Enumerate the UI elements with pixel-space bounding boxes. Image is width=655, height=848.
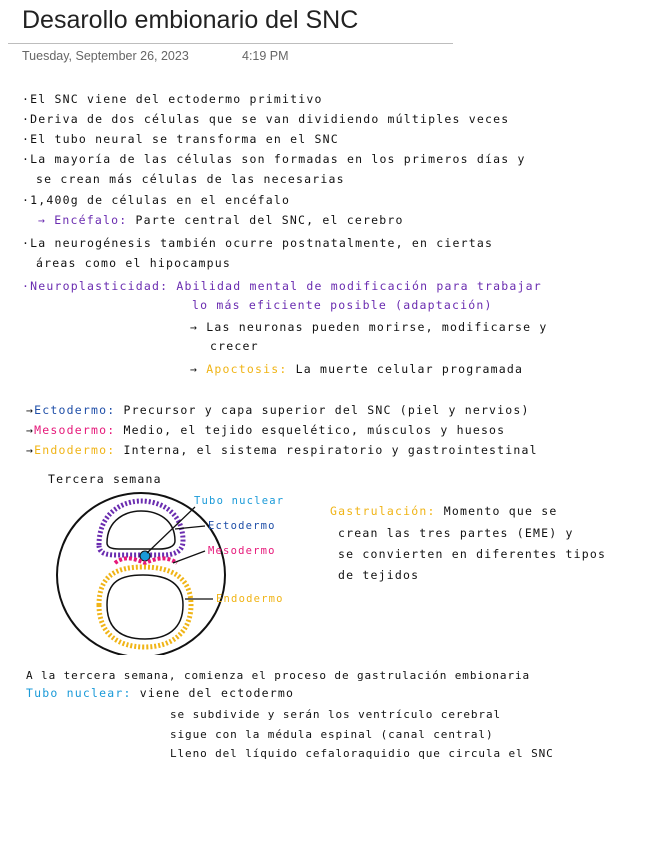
neuronas-line: → Las neuronas pueden morirse, modificarse y [190, 320, 548, 334]
encefalo-text: Parte central del SNC, el cerebro [135, 213, 404, 227]
bullet-4: ·La mayoría de las células son formadas en los primeros días y [22, 152, 526, 166]
endoderm-inner [107, 575, 183, 639]
bullet-2: ·Deriva de dos células que se van dividiendo múltiples veces [22, 112, 510, 126]
neuronas-line-cont: crecer [210, 339, 259, 353]
neuroplasticidad-def: Abilidad mental de modificación para trabajar [176, 279, 542, 293]
ectoderm-inner [107, 511, 175, 549]
footer-line-1: A la tercera semana, comienza el proceso de gastrulación embionaria [26, 669, 531, 682]
neuroplasticidad-line [22, 279, 542, 293]
bullet-5: ·1,400g de células en el encéfalo [22, 193, 291, 207]
label-mesodermo: Mesodermo [208, 545, 276, 557]
layer-ectodermo-term: Ectodermo: [34, 403, 116, 417]
apoptosis-arrow: → [190, 362, 199, 376]
apoptosis-term: Apoctosis: [206, 362, 288, 376]
gastrulacion-term: Gastrulación: [330, 504, 436, 518]
apoptosis-line [190, 362, 523, 376]
footer-tubo-text: viene del ectodermo [139, 686, 295, 700]
bullet-6: ·La neurogénesis también ocurre postnatalmente, en ciertas [22, 236, 494, 250]
layer-mesodermo-text: Medio, el tejido esquelético, músculos y huesos [123, 423, 506, 437]
layer-endodermo-arrow: → [26, 443, 35, 457]
pointer-meso [173, 551, 205, 563]
layer-endodermo-text: Interna, el sistema respiratorio y gastrointestinal [123, 443, 538, 457]
title-divider [8, 43, 453, 44]
label-endodermo: Endodermo [216, 593, 284, 605]
layer-endodermo-term: Endodermo: [34, 443, 116, 457]
page-title: Desarollo embionario del SNC [22, 6, 359, 34]
gastrulacion-line-1 [330, 504, 557, 518]
footer-tubo-term: Tubo nuclear: [26, 686, 132, 700]
label-tubo-nuclear: Tubo nuclear [194, 495, 285, 507]
gastrulacion-line-4: de tejidos [338, 568, 420, 582]
gastrulacion-line-2: crean las tres partes (EME) y [338, 526, 574, 540]
label-ectodermo: Ectodermo [208, 520, 276, 532]
diagram-heading: Tercera semana [48, 472, 162, 486]
footer-sub-2: sigue con la médula espinal (canal central) [170, 728, 494, 741]
layer-ectodermo-text: Precursor y capa superior del SNC (piel y nervios) [123, 403, 530, 417]
note-date: Tuesday, September 26, 2023 [22, 49, 189, 63]
note-time: 4:19 PM [242, 49, 289, 63]
gastrulacion-text-1: Momento que se [443, 504, 558, 518]
footer-tubo-line [26, 686, 294, 700]
gastrulacion-line-3: se convierten en diferentes tipos [338, 547, 607, 561]
bullet-6-cont: áreas como el hipocampus [36, 256, 231, 270]
layer-mesodermo-arrow: → [26, 423, 35, 437]
bullet-3: ·El tubo neural se transforma en el SNC [22, 132, 339, 146]
bullet-4-cont: se crean más células de las necesarias [36, 172, 345, 186]
layer-ectodermo [26, 403, 530, 417]
pointer-ecto [175, 526, 205, 529]
apoptosis-text: La muerte celular programada [295, 362, 524, 376]
embryo-diagram [55, 485, 295, 655]
encefalo-line [38, 213, 404, 227]
neuroplasticidad-term: ·Neuroplasticidad: [22, 279, 169, 293]
layer-mesodermo [26, 423, 505, 437]
bullet-1: ·El SNC viene del ectodermo primitivo [22, 92, 323, 106]
pointer-tubo [147, 507, 195, 553]
encefalo-arrow: → [38, 213, 47, 227]
layer-endodermo [26, 443, 538, 457]
layer-mesodermo-term: Mesodermo: [34, 423, 116, 437]
embryo-outline [57, 493, 225, 655]
neuroplasticidad-def-cont: lo más eficiente posible (adaptación) [192, 298, 493, 312]
layer-ectodermo-arrow: → [26, 403, 35, 417]
footer-sub-1: se subdivide y serán los ventrículo cerebral [170, 708, 501, 721]
endoderm-layer [99, 567, 191, 647]
encefalo-term: Encéfalo: [54, 213, 128, 227]
footer-sub-3: Lleno del líquido cefaloraquidio que circula el SNC [170, 747, 554, 760]
